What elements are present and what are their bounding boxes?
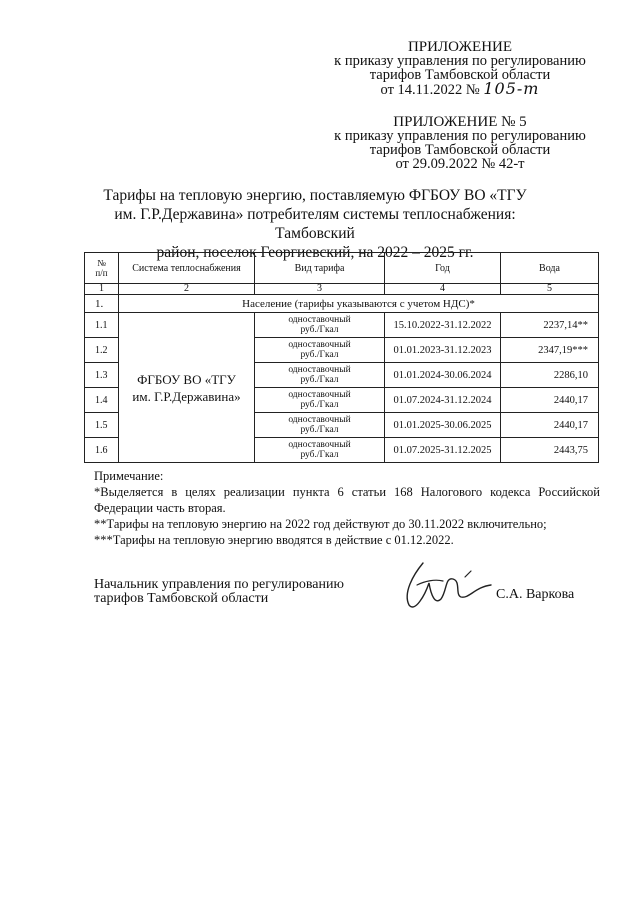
header-water: Вода — [501, 253, 599, 284]
tariff-value: 2440,17 — [501, 413, 599, 438]
header-kind: Вид тарифа — [255, 253, 385, 284]
table-header-row — [85, 253, 599, 284]
row-number: 1.3 — [85, 363, 119, 388]
row-number: 1.6 — [85, 438, 119, 463]
annex-heading: ПРИЛОЖЕНИЕ — [407, 39, 513, 55]
note-effective: ***Тарифы на тепловую энергию вводятся в действие с 01.12.2022. — [94, 533, 454, 547]
tariff-kind: одноставочный руб./Гкал — [255, 438, 385, 463]
title-line: Тарифы на тепловую энергию, поставляемую ФГБОУ ВО «ТГУ — [103, 187, 527, 204]
row-number: 1.5 — [85, 413, 119, 438]
column-number: 4 — [385, 284, 501, 295]
section-row — [85, 295, 599, 313]
column-number: 2 — [119, 284, 255, 295]
tariff-value: 2440,17 — [501, 388, 599, 413]
tariff-value: 2443,75 — [501, 438, 599, 463]
column-number: 1 — [85, 284, 119, 295]
header-year: Год — [385, 253, 501, 284]
section-label: Население (тарифы указываются с учетом НДС)* — [119, 295, 599, 313]
system-name-line: ФГБОУ ВО «ТГУ — [137, 371, 236, 387]
tariff-value: 2347,19*** — [501, 338, 599, 363]
annex-header-original — [300, 115, 620, 171]
tariff-kind: одноставочный руб./Гкал — [255, 388, 385, 413]
tariff-kind: одноставочный руб./Гкал — [255, 338, 385, 363]
document-title — [80, 186, 550, 262]
tariff-value: 2286,10 — [501, 363, 599, 388]
tariff-kind: одноставочный руб./Гкал — [255, 363, 385, 388]
row-number: 1.2 — [85, 338, 119, 363]
row-number: 1.4 — [85, 388, 119, 413]
system-name-line: им. Г.Р.Державина» — [132, 388, 241, 404]
title-line: им. Г.Р.Державина» потребителям системы теплоснабжения: Тамбовский — [114, 206, 516, 242]
column-number-row — [85, 284, 599, 295]
tariffs-table — [84, 252, 599, 463]
tariff-period: 01.01.2023-31.12.2023 — [385, 338, 501, 363]
tariff-period: 01.07.2025-31.12.2025 — [385, 438, 501, 463]
note-2022: **Тарифы на тепловую энергию на 2022 год действуют до 30.11.2022 включительно; — [94, 517, 547, 531]
annex-authority-line: тарифов Тамбовской области — [369, 67, 551, 83]
section-number: 1. — [85, 295, 119, 313]
position-line: тарифов Тамбовской области — [94, 591, 269, 606]
column-number: 3 — [255, 284, 385, 295]
notes-section — [94, 468, 600, 548]
annex-order-line: к приказу управления по регулированию — [334, 128, 586, 144]
title-line: район, поселок Георгиевский, на 2022 – 2025 гг. — [156, 244, 474, 261]
tariff-value: 2237,14** — [501, 313, 599, 338]
signatory-name: С.А. Варкова — [496, 587, 575, 602]
annex-date-line: от 29.09.2022 № 42-т — [395, 156, 525, 172]
annex-header-current — [300, 40, 620, 97]
tariff-period: 01.01.2025-30.06.2025 — [385, 413, 501, 438]
header-number: № п/п — [85, 253, 119, 284]
notes-heading: Примечание: — [94, 469, 164, 483]
annex-date: от 14.11.2022 № — [380, 82, 480, 98]
tariff-period: 01.07.2024-31.12.2024 — [385, 388, 501, 413]
annex-heading: ПРИЛОЖЕНИЕ № 5 — [393, 114, 527, 130]
tariff-kind: одноставочный руб./Гкал — [255, 313, 385, 338]
annex-authority-line: тарифов Тамбовской области — [369, 142, 551, 158]
tariff-period: 01.01.2024-30.06.2024 — [385, 363, 501, 388]
annex-order-line: к приказу управления по регулированию — [334, 53, 586, 69]
heat-supply-system — [119, 313, 255, 463]
row-number: 1.1 — [85, 313, 119, 338]
table-row — [85, 313, 599, 338]
header-system: Система теплоснабжения — [119, 253, 255, 284]
handwritten-order-number: 105-т — [483, 79, 540, 98]
signatory-position — [94, 578, 394, 606]
handwritten-signature — [395, 555, 495, 615]
tariff-kind: одноставочный руб./Гкал — [255, 413, 385, 438]
annex-date-line — [300, 79, 620, 98]
position-line: Начальник управления по регулированию — [94, 577, 344, 592]
note-vat: *Выделяется в целях реализации пункта 6 статьи 168 Налогового кодекса Российской Федерации часть вторая. — [94, 485, 600, 515]
column-number: 5 — [501, 284, 599, 295]
tariff-period: 15.10.2022-31.12.2022 — [385, 313, 501, 338]
